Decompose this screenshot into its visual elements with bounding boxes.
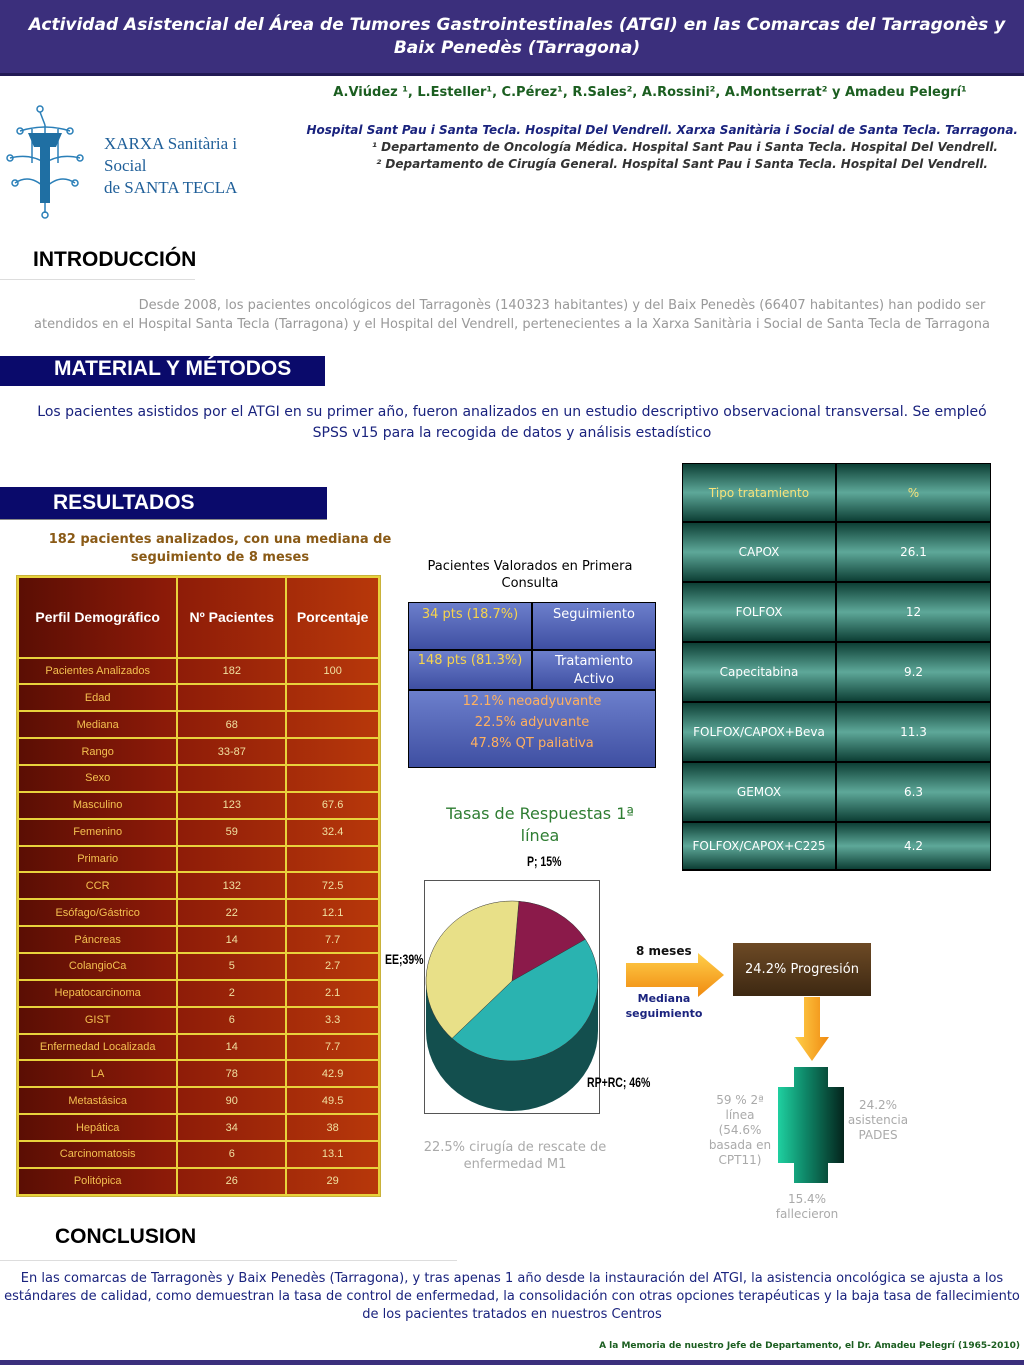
demographics-row [18,1007,379,1034]
demographics-label: Carcinomatosis [18,1141,177,1168]
demographics-row [18,1114,379,1141]
demographics-percent: 32.4 [286,819,379,846]
demographics-label: LA [18,1060,177,1087]
demographics-percent: 100 [286,658,379,685]
demographics-count: 6 [177,1141,286,1168]
treatment-table [682,463,991,871]
demographics-row [18,658,379,685]
demographics-percent: 38 [286,1114,379,1141]
conclusion-text: En las comarcas de Tarragonès y Baix Penedès (Tarragona), y tras apenas 1 año desde la instauración del ATGI, la asistencia oncológica se ajusta a los estándares de calidad, como demuestran la tasa de control de enfermedad, la consolidación con otras opciones terapéuticas y la baja tasa de fallecimiento de los pacientes tratados en nuestros Centros [4,1271,1020,1322]
demographics-count: 132 [177,872,286,899]
treatment-name: FOLFOX [683,583,835,641]
logo-line-2: de SANTA TECLA [104,178,238,197]
demographics-count: 78 [177,1060,286,1087]
affiliation-1: ¹ Departamento de Oncología Médica. Hospital Sant Pau i Santa Tecla. Hospital Del Vendrell. [371,140,998,154]
demographics-percent: 3.3 [286,1007,379,1034]
intro-divider [0,279,195,280]
first-visit-title: Pacientes Valorados en Primera Consulta [427,559,633,591]
demographics-label: Hepática [18,1114,177,1141]
demographics-count: 5 [177,953,286,980]
second-line-text: 59 % 2ª línea (54.6% basada en CPT11) [708,1093,772,1167]
demographics-count: 33-87 [177,738,286,765]
demographics-label: GIST [18,1007,177,1034]
demographics-count: 6 [177,1007,286,1034]
progression-box: 24.2% Progresión [733,943,871,996]
demographics-percent: 49.5 [286,1087,379,1114]
conclusion-divider [0,1260,457,1261]
pie-label-p: P; 15% [527,853,562,869]
intro-title: INTRODUCCIÓN [33,248,197,271]
treatment-percent: 26.1 [837,523,990,581]
first-visit-box [408,602,656,768]
demographics-header: Nº Pacientes [177,577,286,658]
affiliation-main [250,123,1018,171]
demographics-label: Edad [18,684,177,711]
demographics-row [18,1034,379,1061]
methods-text: Los pacientes asistidos por el ATGI en su primer año, fueron analizados en un estudio descriptivo observacional transversal. Se empleó SPSS v15 para la recogida de datos y análisis estadístico [37,404,987,441]
demographics-header: Porcentaje [286,577,379,658]
treatment-percent: 6.3 [837,763,990,821]
demographics-percent: 72.5 [286,872,379,899]
demographics-header-row [18,577,379,658]
pie-chart [425,881,599,1113]
demographics-count: 123 [177,792,286,819]
demographics-header: Perfil Demográfico [18,577,177,658]
demographics-label: Hepatocarcinoma [18,980,177,1007]
demographics-label: ColangioCa [18,953,177,980]
demographics-percent: 42.9 [286,1060,379,1087]
demographics-label: Pacientes Analizados [18,658,177,685]
demographics-row [18,1141,379,1168]
demographics-row [18,872,379,899]
affiliation-main-text: Hospital Sant Pau i Santa Tecla. Hospital Del Vendrell. Xarxa Sanitària i Social de Santa Tecla. Tarragona. [306,123,1018,137]
demographics-row [18,1168,379,1195]
logo-line-1: XARXA Sanitària i Social [104,134,238,175]
flow-median: Mediana seguimiento [625,992,703,1020]
treatment-name: CAPOX [683,523,835,581]
demographics-row [18,953,379,980]
demographics-row [18,899,379,926]
demographics-count: 182 [177,658,286,685]
treatment-name: Capecitabina [683,643,835,701]
demographics-count: 14 [177,1034,286,1061]
conclusion-title: CONCLUSION [55,1225,197,1248]
logo-text [104,133,260,199]
demographics-count: 68 [177,711,286,738]
demographics-label: Sexo [18,765,177,792]
rescue-surgery-text: 22.5% cirugía de rescate de enfermedad M1 [423,1140,607,1172]
treatment-name: GEMOX [683,763,835,821]
poster-title: Actividad Asistencial del Área de Tumores Gastrointestinales (ATGI) en las Comarcas del Tarragonès y Baix Penedès (Tarragona) [28,15,1006,58]
demographics-row [18,684,379,711]
demographics-count: 26 [177,1168,286,1195]
bottom-bar [0,1360,1024,1365]
affiliation-2: ² Departamento de Cirugía General. Hospital Sant Pau i Santa Tecla. Hospital Del Vendrell. [375,157,988,171]
demographics-count: 34 [177,1114,286,1141]
demographics-percent: 67.6 [286,792,379,819]
treatment-breakdown [409,691,655,767]
pie-chart-frame [424,880,600,1114]
pie-label-ee: EE;39% [385,951,424,967]
follow-up-label: Seguimiento [533,603,655,649]
demographics-label: Esófago/Gástrico [18,899,177,926]
authors: A.Viúdez ¹, L.Esteller¹, C.Pérez¹, R.Sales², A.Rossini², A.Montserrat² y Amadeu Pelegrí¹ [333,85,967,100]
pades-text: 24.2% asistencia PADES [847,1098,909,1142]
demographics-row [18,711,379,738]
demographics-row [18,846,379,873]
results-title: RESULTADOS [53,491,195,514]
demographics-percent: 12.1 [286,899,379,926]
demographics-count: 90 [177,1087,286,1114]
adjuvant-rate: 22.5% adyuvante [474,715,590,730]
demographics-count: 14 [177,926,286,953]
pie-label-rp-rc: RP+RC; 46% [587,1074,651,1090]
demographics-percent: 7.7 [286,1034,379,1061]
demographics-row [18,738,379,765]
demographics-count [177,765,286,792]
demographics-count: 59 [177,819,286,846]
cross-logo-icon [0,103,100,223]
demographics-label: CCR [18,872,177,899]
santa-tecla-logo [0,103,260,223]
demographics-percent: 29 [286,1168,379,1195]
treatment-name: FOLFOX/CAPOX+Beva [683,703,835,761]
active-treatment-patients: 148 pts (81.3%) [409,651,531,689]
demographics-row [18,792,379,819]
treatment-header: Tipo tratamiento [683,464,835,521]
flow-months: 8 meses [636,944,692,958]
demographics-label: Páncreas [18,926,177,953]
outcome-cross-icon [778,1067,844,1183]
neoadjuvant-rate: 12.1% neoadyuvante [462,694,602,709]
demographics-label: Femenino [18,819,177,846]
demographics-percent [286,711,379,738]
demographics-label: Rango [18,738,177,765]
intro-text [10,296,1014,334]
demographics-count [177,846,286,873]
demographics-percent: 2.1 [286,980,379,1007]
demographics-count: 2 [177,980,286,1007]
palliative-rate: 47.8% QT paliativa [470,736,594,751]
demographics-label: Primario [18,846,177,873]
memorial-note: A la Memoria de nuestro Jefe de Departamento, el Dr. Amadeu Pelegrí (1965-2010) [599,1341,1020,1351]
demographics-label: Metastásica [18,1087,177,1114]
demographics-count [177,684,286,711]
demographics-table [16,575,381,1197]
treatment-name: FOLFOX/CAPOX+C225 [683,823,835,869]
demographics-label: Enfermedad Localizada [18,1034,177,1061]
demographics-count: 22 [177,899,286,926]
intro-paragraph: Desde 2008, los pacientes oncológicos del Tarragonès (140323 habitantes) y del Baix Penedès (66407 habitantes) han podido ser atendidos en el Hospital Santa Tecla (Tarragona) y el Hospital del Vendrell, pertenecientes a la Xarxa Sanitària i Social de Santa Tecla de Tarragona [34,298,990,332]
demographics-percent: 13.1 [286,1141,379,1168]
demographics-percent [286,738,379,765]
demographics-percent: 7.7 [286,926,379,953]
treatment-percent: 9.2 [837,643,990,701]
demographics-label: Mediana [18,711,177,738]
demographics-row [18,819,379,846]
demographics-percent: 2.7 [286,953,379,980]
treatment-header: % [837,464,990,521]
demographics-row [18,765,379,792]
demographics-percent [286,846,379,873]
active-treatment-label: Tratamiento Activo [533,651,655,689]
deaths-text: 15.4% fallecieron [775,1192,839,1221]
demographics-row [18,926,379,953]
demographics-percent [286,684,379,711]
demographics-row [18,1087,379,1114]
demographics-label: Masculino [18,792,177,819]
treatment-percent: 12 [837,583,990,641]
follow-up-patients: 34 pts (18.7%) [409,603,531,649]
methods-title: MATERIAL Y MÉTODOS [54,357,292,380]
demographics-row [18,980,379,1007]
demographics-label: Politópica [18,1168,177,1195]
treatment-percent: 4.2 [837,823,990,869]
treatment-percent: 11.3 [837,703,990,761]
pie-chart-title: Tasas de Respuestas 1ª línea [446,804,634,845]
demographics-row [18,1060,379,1087]
down-arrow-icon [795,997,829,1061]
demographics-percent [286,765,379,792]
results-subtitle: 182 pacientes analizados, con una mediana de seguimiento de 8 meses [48,532,392,565]
